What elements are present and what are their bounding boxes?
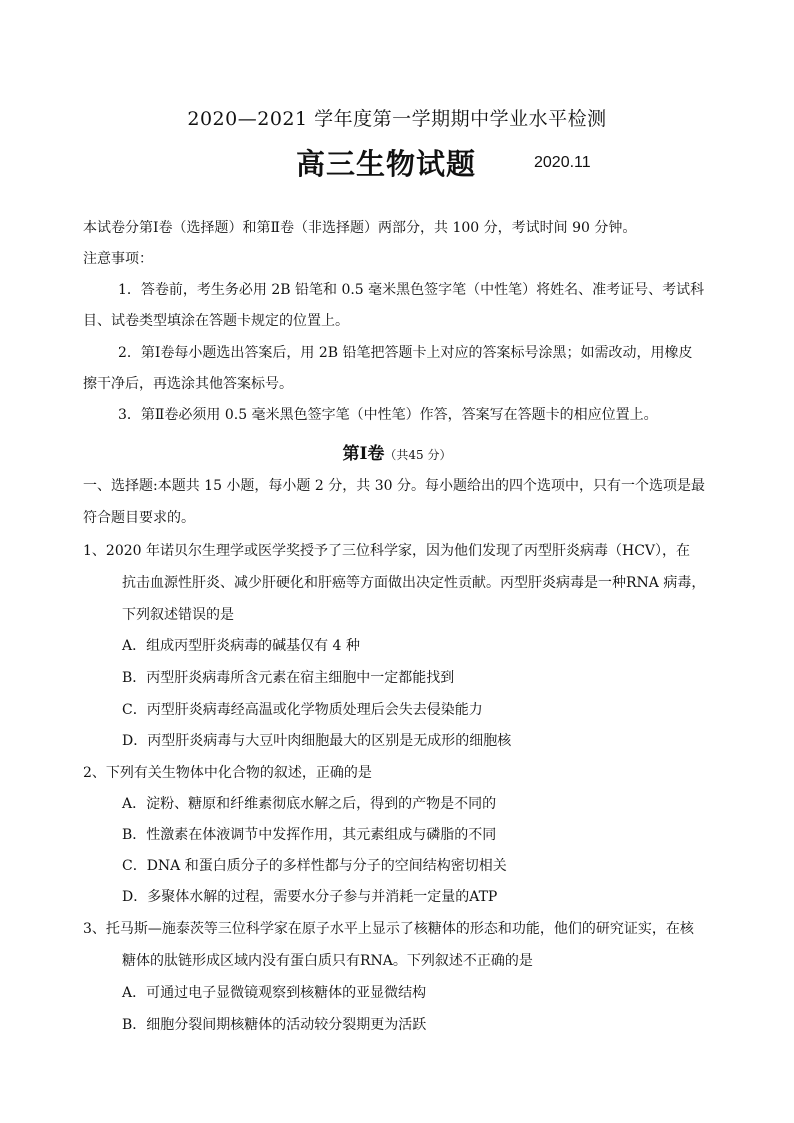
question-1-stem-cont: 下列叙述错误的是 <box>122 607 234 623</box>
notice-title: 注意事项： <box>83 251 153 267</box>
question-1-stem: 1、2020 年诺贝尔生理学或医学奖授予了三位科学家，因为他们发现了丙型肝炎病毒（HCV），在 <box>83 543 691 559</box>
question-2-option-b: B．性激素在体液调节中发挥作用，其元素组成与磷脂的不同 <box>122 827 497 843</box>
question-1-option-c: C．丙型肝炎病毒经高温或化学物质处理后会失去侵染能力 <box>122 702 483 718</box>
question-2-option-a: A．淀粉、糖原和纤维素彻底水解之后，得到的产物是不同的 <box>122 796 497 812</box>
question-2-option-c: C．DNA 和蛋白质分子的多样性都与分子的空间结构密切相关 <box>122 858 507 874</box>
question-1-option-a: A．组成丙型肝炎病毒的碱基仅有 4 种 <box>122 638 360 654</box>
question-3-option-a: A．可通过电子显微镜观察到核糖体的亚显微结构 <box>122 985 427 1001</box>
instructions-line: 一、选择题:本题共 15 小题，每小题 2 分，共 30 分。每小题给出的四个选项中，只有一个选项是最 <box>83 478 705 494</box>
question-1-option-d: D．丙型肝炎病毒与大豆叶肉细胞最大的区别是无成形的细胞核 <box>122 733 512 749</box>
section-score: （共45 分） <box>384 448 452 462</box>
section-heading <box>0 439 794 464</box>
question-2-stem: 2、下列有关生物体中化合物的叙述，正确的是 <box>83 765 372 781</box>
exam-date: 2020.11 <box>534 154 591 171</box>
note-1-cont: 目、试卷类型填涂在答题卡规定的位置上。 <box>83 313 349 329</box>
question-1-stem-cont: 抗击血源性肝炎、减少肝硬化和肝癌等方面做出决定性贡献。丙型肝炎病毒是一种RNA 病毒， <box>122 575 706 591</box>
note-2: 2．第Ⅰ卷每小题选出答案后，用 2B 铅笔把答题卡上对应的答案标号涂黑；如需改动，用橡皮 <box>118 345 693 361</box>
instructions-line-cont: 符合题目要求的。 <box>83 510 195 526</box>
question-2-option-d: D．多聚体水解的过程，需要水分子参与并消耗一定量的ATP <box>122 889 498 905</box>
question-3-option-b: B．细胞分裂间期核糖体的活动较分裂期更为活跃 <box>122 1017 427 1033</box>
question-1-option-b: B．丙型肝炎病毒所含元素在宿主细胞中一定都能找到 <box>122 670 455 686</box>
question-3-stem-cont: 糖体的肽链形成区域内没有蛋白质只有RNA。下列叙述不正确的是 <box>122 953 533 969</box>
section-title: 第Ⅰ卷 <box>342 444 385 464</box>
subject-title: 高三生物试题 <box>296 147 477 181</box>
question-3-stem: 3、托马斯—施泰茨等三位科学家在原子水平上显示了核糖体的形态和功能，他们的研究证实，在核 <box>83 921 694 937</box>
exam-title: 2020—2021 学年度第一学期期中学业水平检测 <box>187 108 607 130</box>
note-1: 1．答卷前，考生务必用 2B 铅笔和 0.5 毫米黑色签字笔（中性笔）将姓名、准考证号、考试科 <box>118 282 705 298</box>
note-2-cont: 擦干净后，再选涂其他答案标号。 <box>83 376 293 392</box>
note-3: 3．第Ⅱ卷必须用 0.5 毫米黑色签字笔（中性笔）作答，答案写在答题卡的相应位置上。 <box>118 407 658 423</box>
intro-line: 本试卷分第Ⅰ卷（选择题）和第Ⅱ卷（非选择题）两部分，共 100 分，考试时间 90 分钟。 <box>83 220 637 236</box>
